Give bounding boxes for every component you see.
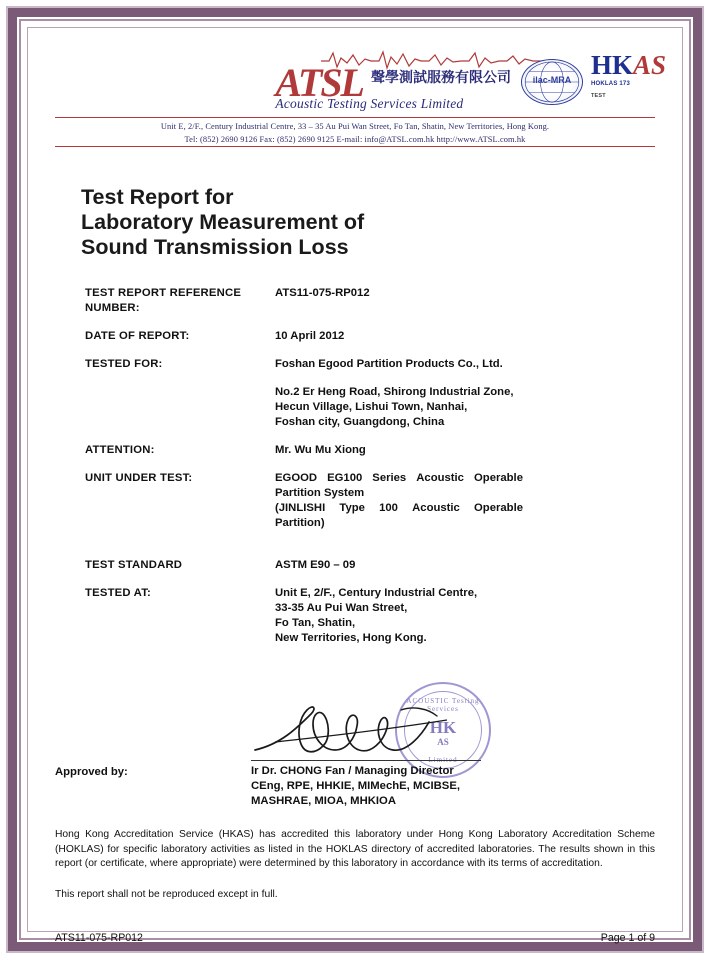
atsl-logo-chinese: 聲學測試服務有限公司 [371, 70, 511, 86]
hoklas-number: HOKLAS 173 [591, 81, 631, 87]
field-label: TEST STANDARD [85, 559, 183, 571]
field-label: TEST REPORT REFERENCE NUMBER: [85, 287, 242, 314]
document-content [33, 33, 677, 944]
atsl-logo-text: ATSL [275, 60, 363, 105]
uut-word: Operable [474, 472, 523, 484]
hkas-accent-text: AS [633, 50, 667, 80]
page-title [81, 185, 655, 260]
field-value [275, 357, 655, 372]
stamp-mid-text: HK [429, 718, 457, 737]
field-value-line: Foshan Egood Partition Products Co., Ltd. [275, 358, 503, 370]
field-value-line: 10 April 2012 [275, 330, 345, 342]
field-row [85, 586, 655, 646]
reproduction-note: This report shall not be reproduced except in full. [55, 888, 278, 900]
field-label: ATTENTION: [85, 444, 155, 456]
field-label: DATE OF REPORT: [85, 330, 190, 342]
field-value-line: Partition) [275, 517, 325, 529]
field-row [85, 329, 655, 344]
field-value-line: No.2 Er Heng Road, Shirong Industrial Zone, [275, 386, 514, 398]
field-label: UNIT UNDER TEST: [85, 472, 193, 484]
signatory-details [251, 764, 460, 809]
hkas-logo-icon [591, 50, 667, 107]
field-value [275, 586, 655, 646]
signatory-name: Ir Dr. CHONG Fan / Managing Director [251, 765, 454, 777]
uut-word: Acoustic [416, 472, 464, 484]
field-value-line [275, 501, 523, 516]
page-footer [55, 932, 655, 944]
signature-rule [251, 760, 481, 761]
stamp-top-text: ACOUSTIC Testing Services [406, 697, 480, 713]
field-value-line: New Territories, Hong Kong. [275, 632, 427, 644]
handwritten-signature-icon [251, 698, 471, 768]
field-value [275, 443, 655, 458]
atsl-logo-subtitle: Acoustic Testing Services Limited [275, 96, 464, 111]
atsl-logo-block [275, 47, 511, 112]
field-value-line: Foshan city, Guangdong, China [275, 416, 445, 428]
uut-word: EG100 [327, 472, 363, 484]
company-contact-line: Tel: (852) 2690 9126 Fax: (852) 2690 9125 E-mail: info@ATSL.com.hk http://www.ATSL.com.hk [184, 135, 526, 144]
field-row [85, 286, 655, 316]
field-value-line: 33-35 Au Pui Wan Street, [275, 602, 408, 614]
page-title-line1: Test Report for [81, 185, 234, 209]
field-value-line: ASTM E90 – 09 [275, 559, 356, 571]
field-value-line: Hecun Village, Lishui Town, Nanhai, [275, 401, 468, 413]
signatory-credentials-line1: CEng, RPE, HHKIE, MIMechE, MCIBSE, [251, 780, 461, 792]
field-value-line: Mr. Wu Mu Xiong [275, 444, 366, 456]
accreditation-note: Hong Kong Accreditation Service (HKAS) has accredited this laboratory under Hong Kong Laboratory Accreditation Scheme (HOKLAS) for specific laboratory activities as listed in the HOKLAS directory of accredited laboratories. The results shown in this report (or certificate, where appropriate) were determined by this laboratory in accordance with its terms of accreditation. [55, 829, 655, 869]
letterhead-rule-bottom [55, 146, 655, 147]
uut-word: Series [372, 472, 407, 484]
uut-word: Acoustic [412, 502, 460, 514]
uut-word: EGOOD [275, 472, 318, 484]
field-row [85, 558, 655, 573]
field-value-line: ATS11-075-RP012 [275, 287, 370, 299]
hoklas-type: TEST [591, 93, 606, 99]
approved-by-label: Approved by: [55, 766, 128, 778]
company-address-line1: Unit E, 2/F., Century Industrial Centre, 33 – 35 Au Pui Wan Street, Fo Tan, Shatin, New Territories, Hong Kong. [160, 122, 550, 131]
field-value-line: Partition System [275, 487, 365, 499]
ilac-mra-logo-icon [521, 59, 583, 105]
field-value-line: Fo Tan, Shatin, [275, 617, 356, 629]
stamp-bottom-text: Limited [428, 756, 458, 764]
letterhead [55, 47, 667, 151]
field-row-unit-under-test [85, 471, 655, 531]
letterhead-logos [55, 47, 667, 112]
field-label: TESTED AT: [85, 587, 152, 599]
field-label: TESTED FOR: [85, 358, 163, 370]
footer-report-reference: ATS11-075-RP012 [55, 932, 143, 944]
field-label [85, 385, 275, 430]
field-row [85, 357, 655, 372]
ilac-mra-label: ilac-MRA [532, 75, 572, 85]
field-row [85, 443, 655, 458]
field-row-address [85, 385, 655, 430]
letterhead-rule-top [55, 117, 655, 118]
uut-word: 100 [379, 502, 398, 514]
page-title-line2: Laboratory Measurement of [81, 210, 365, 234]
uut-word: (JINLISHI [275, 502, 326, 514]
report-fields [85, 286, 655, 646]
field-value [275, 471, 655, 531]
field-value [275, 385, 655, 430]
hkas-wordmark [591, 50, 667, 80]
spacer [85, 544, 655, 558]
footer-page-number: Page 1 of 9 [600, 932, 655, 944]
page-title-line3: Sound Transmission Loss [81, 235, 349, 259]
field-value [275, 286, 655, 316]
waveform-icon [321, 49, 551, 71]
field-value-line [275, 471, 523, 486]
field-value [275, 329, 655, 344]
signature-area [55, 680, 655, 807]
signatory-credentials-line2: MASHRAE, MIOA, MHKIOA [251, 795, 396, 807]
hkas-main-text: HK [591, 50, 634, 80]
field-value-line: Unit E, 2/F., Century Industrial Centre, [275, 587, 478, 599]
uut-word: Type [339, 502, 365, 514]
uut-word: Operable [474, 502, 523, 514]
field-value [275, 558, 655, 573]
stamp-mid-small-text: AS [437, 737, 449, 747]
